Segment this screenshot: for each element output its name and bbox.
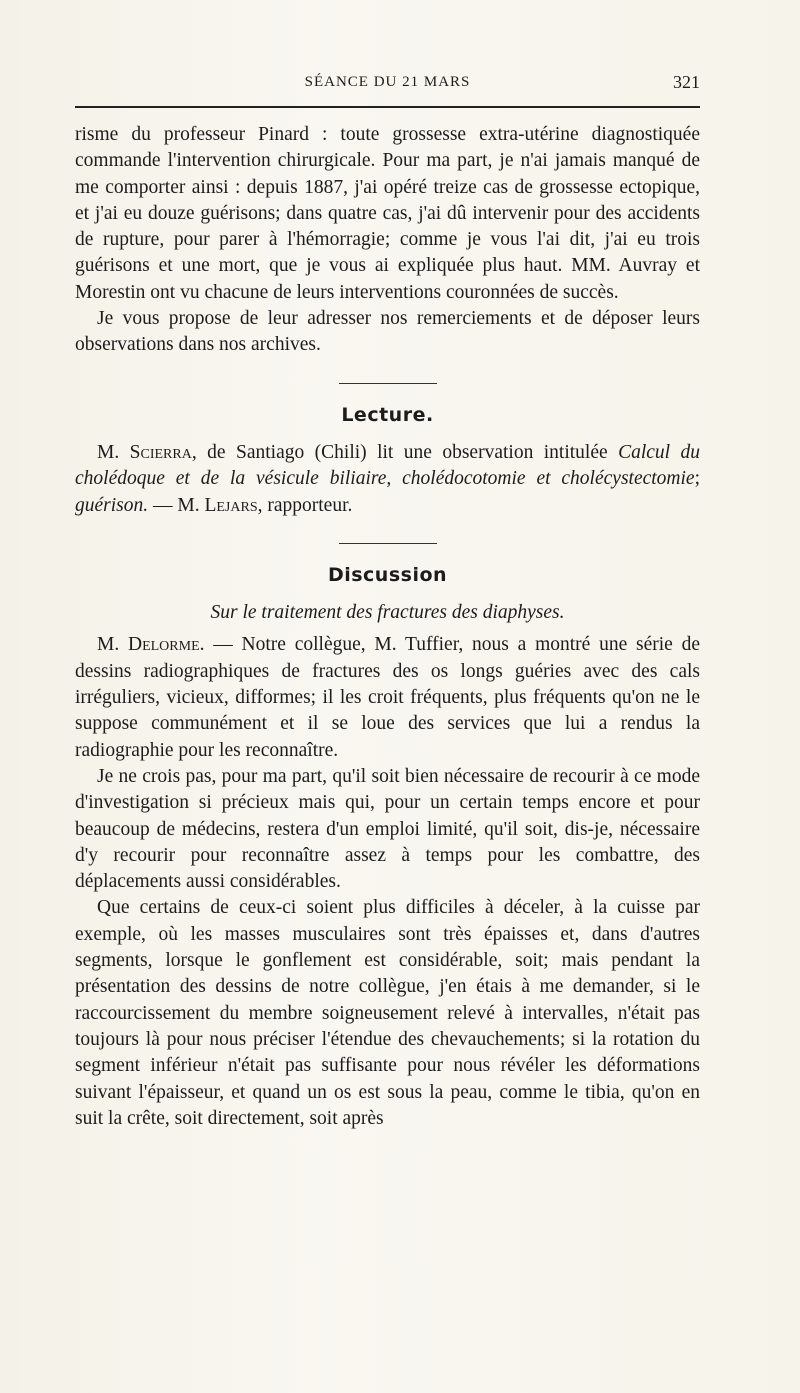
lecture-title: Calcul du cholédoque et de la vésicule biliaire, cholédocotomie et cholécystectomie xyxy=(75,441,701,490)
lecture-semicolon: ; xyxy=(694,468,700,490)
lecture-author: Scierra xyxy=(129,441,192,463)
discussion-paragraph-1 xyxy=(75,632,700,763)
speaker-prefix: M. xyxy=(97,634,128,656)
lecture-origin: , de Santiago (Chili) lit une observation intitulée xyxy=(191,441,619,463)
discussion-subheading: Sur le traitement des fractures des diaphyses. xyxy=(210,602,565,624)
lecture-dash: — M. xyxy=(148,494,205,516)
discussion-p1-text: . — Notre collègue, M. Tuffier, nous a montré une série de dessins radiographiques de fractures des os longs guéries avec des cals irréguliers, vicieux, difformes; il les croit fréquents, plus fréquents qu'on ne le suppose communément et il se loue des services que lui a rendus la radiographie pour les reconnaître. xyxy=(75,634,700,761)
lecture-rapporteur-suffix: , rapporteur. xyxy=(257,494,353,516)
paragraph-continuation: risme du professeur Pinard : toute grossesse extra-utérine diagnostiquée commande l'intervention chirurgicale. Pour ma part, je n'ai jamais manqué de me comporter ainsi : depuis 1887, j'ai opéré treize cas de grossesse ectopique, et j'ai eu douze guérisons; dans quatre cas, j'ai dû intervenir pour des accidents de rupture, pour parer à l'hémorragie; comme je vous l'ai dit, j'ai eu trois guérisons et une mort, que je vous ai expliquée plus haut. MM. Auvray et Morestin ont vu chacune de leurs interventions couronnées de succès. xyxy=(75,124,700,303)
lecture-paragraph xyxy=(75,440,700,519)
running-head xyxy=(75,70,700,100)
lecture-rapporteur: Lejars xyxy=(204,494,258,516)
section-heading-discussion: Discussion xyxy=(327,563,448,586)
page-number: 321 xyxy=(673,72,700,92)
lecture-result: guérison. xyxy=(75,494,149,516)
running-title: SÉANCE DU 21 MARS xyxy=(304,74,471,90)
speaker-name: Delorme xyxy=(127,634,200,656)
discussion-paragraph-3: Que certains de ceux-ci soient plus difficiles à déceler, à la cuisse par exemple, où les masses musculaires sont très épaisses et, dans d'autres segments, lorsque le gonflement est considérable, soit; mais pendant la présentation des dessins de notre collègue, j'en étais à me demander, si le raccourcissement du membre soigneusement relevé à intervalles, n'était pas toujours là pour nous préciser l'étendue des chevauchements; si la rotation du segment inférieur n'était pas suffisante pour nous révéler les déformations suivant l'épaisseur, et quand un os est sous la peau, comme le tibia, qu'on en suit la crête, soit directement, soit après xyxy=(75,897,700,1129)
discussion-paragraph-2: Je ne crois pas, pour ma part, qu'il soit bien nécessaire de recourir à ce mode d'investigation si précieux mais qui, pour un certain temps encore et pour beaucoup de médecins, restera d'un emploi limité, qu'il soit, dis-je, nécessaire d'y recourir pour reconnaître assez à temps pour les combattre, des déplacements aussi considérables. xyxy=(75,765,700,893)
section-heading-lecture: Lecture. xyxy=(341,403,434,426)
paragraph-conclusion: Je vous propose de leur adresser nos remerciements et de déposer leurs observations dans nos archives. xyxy=(75,308,700,356)
header-rule xyxy=(75,106,700,108)
body-text xyxy=(75,122,700,1132)
separator-rule xyxy=(339,383,437,384)
separator-rule xyxy=(339,543,437,544)
lecture-prefix: M. xyxy=(97,441,130,463)
